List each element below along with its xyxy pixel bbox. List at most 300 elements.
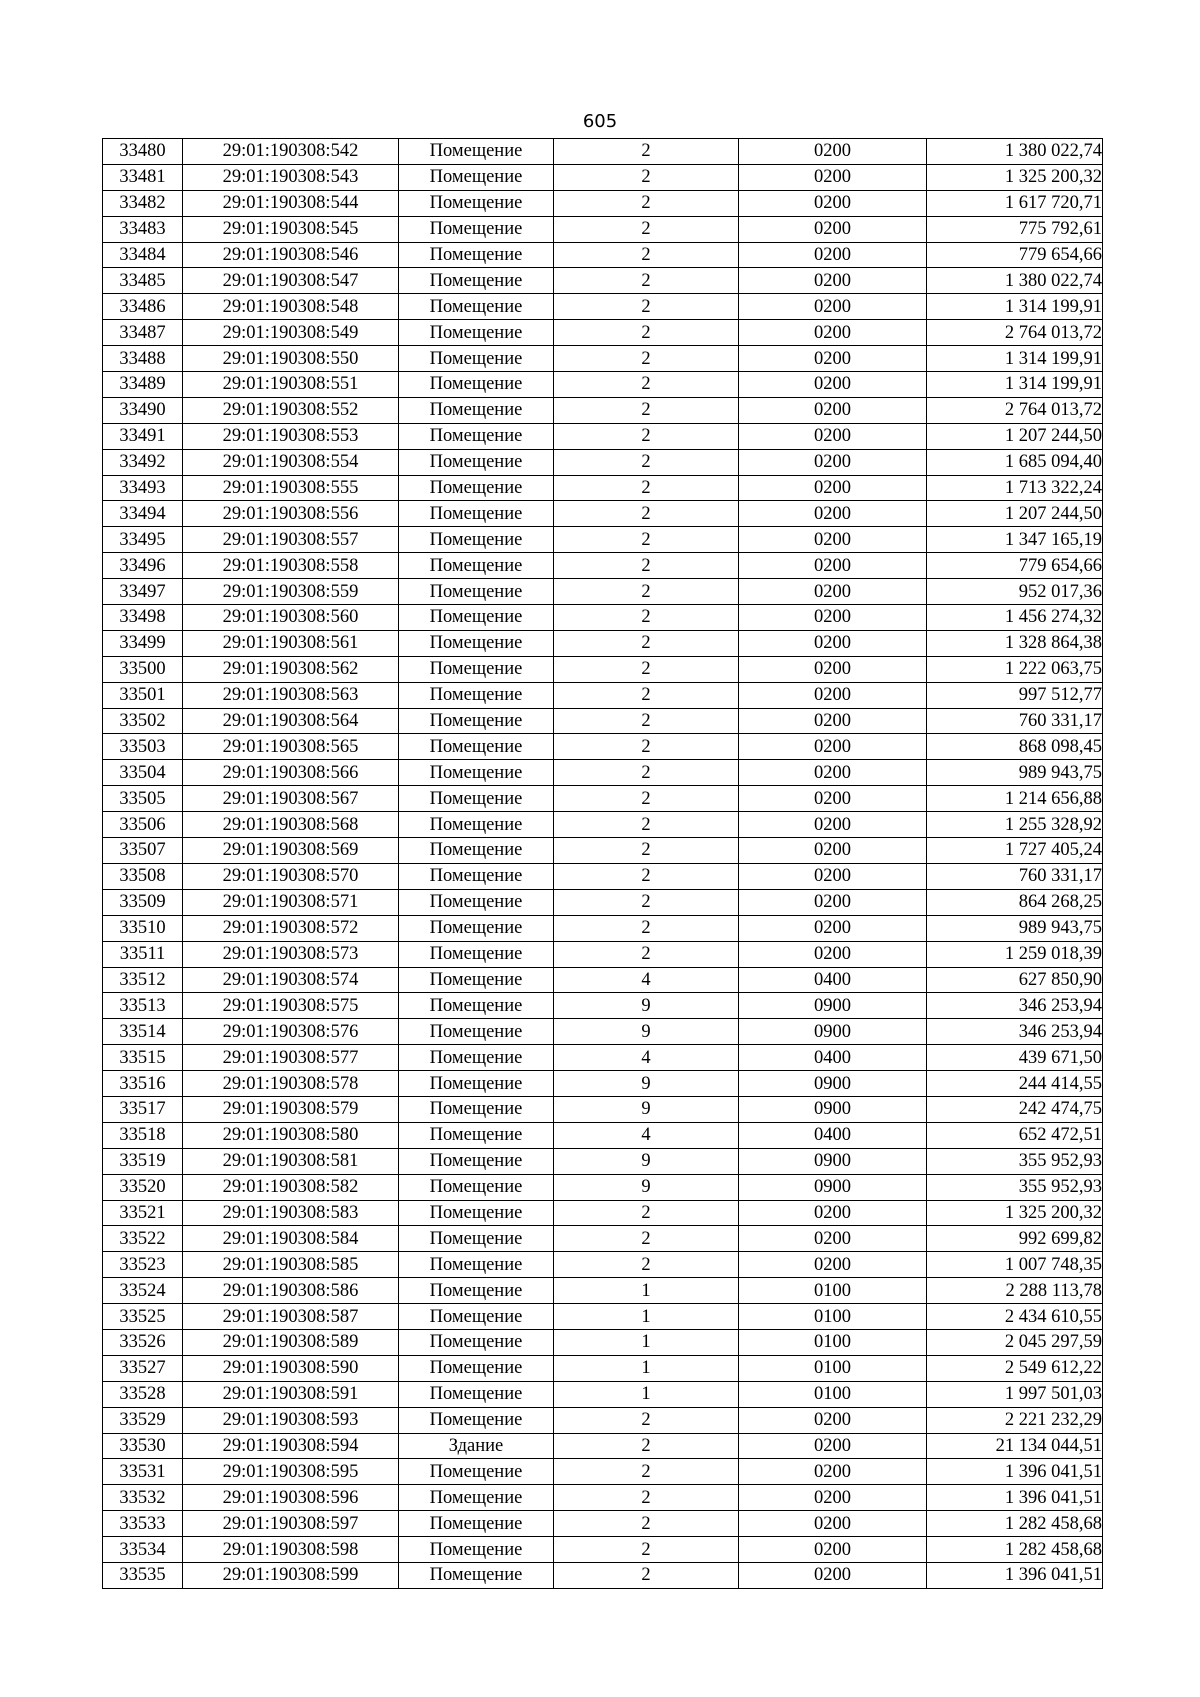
cadastral-number-cell: 29:01:190308:597	[183, 1511, 399, 1537]
object-type-cell: Помещение	[399, 216, 554, 242]
group-cell: 2	[554, 889, 739, 915]
cadastral-value-cell: 2 549 612,22	[927, 1355, 1103, 1381]
object-type-cell: Помещение	[399, 1355, 554, 1381]
row-number-cell: 33533	[103, 1511, 183, 1537]
table-row	[103, 527, 1103, 553]
table-row	[103, 889, 1103, 915]
cadastral-value-cell: 868 098,45	[927, 734, 1103, 760]
cadastral-value-cell: 2 288 113,78	[927, 1278, 1103, 1304]
row-number-cell: 33487	[103, 320, 183, 346]
cadastral-value-cell: 1 255 328,92	[927, 812, 1103, 838]
object-type-cell: Помещение	[399, 1278, 554, 1304]
cadastral-value-cell: 2 045 297,59	[927, 1329, 1103, 1355]
code-cell: 0200	[739, 553, 927, 579]
group-cell: 2	[554, 1407, 739, 1433]
code-cell: 0200	[739, 1226, 927, 1252]
group-cell: 4	[554, 1122, 739, 1148]
row-number-cell: 33506	[103, 812, 183, 838]
cadastral-value-cell: 1 456 274,32	[927, 605, 1103, 631]
code-cell: 0100	[739, 1304, 927, 1330]
cadastral-value-cell: 1 214 656,88	[927, 786, 1103, 812]
cadastral-number-cell: 29:01:190308:561	[183, 630, 399, 656]
cadastral-value-cell: 760 331,17	[927, 708, 1103, 734]
row-number-cell: 33482	[103, 190, 183, 216]
code-cell: 0200	[739, 889, 927, 915]
object-type-cell: Помещение	[399, 1329, 554, 1355]
table-row	[103, 941, 1103, 967]
table-row	[103, 605, 1103, 631]
code-cell: 0100	[739, 1278, 927, 1304]
table-row	[103, 1381, 1103, 1407]
code-cell: 0200	[739, 760, 927, 786]
cadastral-number-cell: 29:01:190308:577	[183, 1045, 399, 1071]
cadastral-number-cell: 29:01:190308:591	[183, 1381, 399, 1407]
object-type-cell: Помещение	[399, 1174, 554, 1200]
cadastral-value-cell: 989 943,75	[927, 760, 1103, 786]
row-number-cell: 33498	[103, 605, 183, 631]
row-number-cell: 33481	[103, 164, 183, 190]
cadastral-number-cell: 29:01:190308:586	[183, 1278, 399, 1304]
cadastral-value-cell: 1 396 041,51	[927, 1562, 1103, 1588]
group-cell: 1	[554, 1381, 739, 1407]
code-cell: 0200	[739, 527, 927, 553]
cadastral-number-cell: 29:01:190308:581	[183, 1148, 399, 1174]
row-number-cell: 33520	[103, 1174, 183, 1200]
object-type-cell: Помещение	[399, 734, 554, 760]
object-type-cell: Помещение	[399, 941, 554, 967]
group-cell: 1	[554, 1355, 739, 1381]
cadastral-number-cell: 29:01:190308:564	[183, 708, 399, 734]
object-type-cell: Помещение	[399, 605, 554, 631]
table-row	[103, 475, 1103, 501]
table-row	[103, 1304, 1103, 1330]
group-cell: 2	[554, 320, 739, 346]
cadastral-value-cell: 1 282 458,68	[927, 1511, 1103, 1537]
table-row	[103, 1226, 1103, 1252]
cadastral-value-cell: 1 997 501,03	[927, 1381, 1103, 1407]
cadastral-value-cell: 864 268,25	[927, 889, 1103, 915]
code-cell: 0200	[739, 1537, 927, 1563]
code-cell: 0200	[739, 475, 927, 501]
object-type-cell: Помещение	[399, 501, 554, 527]
group-cell: 9	[554, 1096, 739, 1122]
cadastral-number-cell: 29:01:190308:555	[183, 475, 399, 501]
object-type-cell: Помещение	[399, 656, 554, 682]
cadastral-value-cell: 997 512,77	[927, 682, 1103, 708]
code-cell: 0200	[739, 682, 927, 708]
code-cell: 0200	[739, 1562, 927, 1588]
cadastral-number-cell: 29:01:190308:587	[183, 1304, 399, 1330]
row-number-cell: 33526	[103, 1329, 183, 1355]
object-type-cell: Помещение	[399, 1459, 554, 1485]
cadastral-number-cell: 29:01:190308:575	[183, 993, 399, 1019]
object-type-cell: Помещение	[399, 449, 554, 475]
row-number-cell: 33494	[103, 501, 183, 527]
cadastral-number-cell: 29:01:190308:563	[183, 682, 399, 708]
row-number-cell: 33501	[103, 682, 183, 708]
cadastral-value-cell: 355 952,93	[927, 1174, 1103, 1200]
cadastral-number-cell: 29:01:190308:571	[183, 889, 399, 915]
code-cell: 0200	[739, 786, 927, 812]
table-row	[103, 1511, 1103, 1537]
code-cell: 0900	[739, 1096, 927, 1122]
row-number-cell: 33524	[103, 1278, 183, 1304]
cadastral-value-cell: 775 792,61	[927, 216, 1103, 242]
code-cell: 0200	[739, 656, 927, 682]
object-type-cell: Помещение	[399, 1381, 554, 1407]
row-number-cell: 33522	[103, 1226, 183, 1252]
cadastral-value-cell: 1 259 018,39	[927, 941, 1103, 967]
table-row	[103, 734, 1103, 760]
cadastral-number-cell: 29:01:190308:598	[183, 1537, 399, 1563]
table-row	[103, 501, 1103, 527]
cadastral-value-cell: 1 325 200,32	[927, 1200, 1103, 1226]
cadastral-value-cell: 1 685 094,40	[927, 449, 1103, 475]
cadastral-value-cell: 652 472,51	[927, 1122, 1103, 1148]
group-cell: 2	[554, 527, 739, 553]
cadastral-value-cell: 1 207 244,50	[927, 501, 1103, 527]
group-cell: 2	[554, 449, 739, 475]
group-cell: 2	[554, 190, 739, 216]
code-cell: 0900	[739, 1019, 927, 1045]
group-cell: 2	[554, 346, 739, 372]
cadastral-number-cell: 29:01:190308:556	[183, 501, 399, 527]
object-type-cell: Помещение	[399, 1226, 554, 1252]
object-type-cell: Помещение	[399, 139, 554, 165]
code-cell: 0400	[739, 1045, 927, 1071]
row-number-cell: 33517	[103, 1096, 183, 1122]
group-cell: 9	[554, 1148, 739, 1174]
group-cell: 2	[554, 682, 739, 708]
cadastral-number-cell: 29:01:190308:557	[183, 527, 399, 553]
group-cell: 2	[554, 1252, 739, 1278]
object-type-cell: Помещение	[399, 812, 554, 838]
object-type-cell: Помещение	[399, 527, 554, 553]
row-number-cell: 33480	[103, 139, 183, 165]
cadastral-value-cell: 992 699,82	[927, 1226, 1103, 1252]
row-number-cell: 33512	[103, 967, 183, 993]
cadastral-number-cell: 29:01:190308:560	[183, 605, 399, 631]
cadastral-number-cell: 29:01:190308:558	[183, 553, 399, 579]
object-type-cell: Помещение	[399, 1019, 554, 1045]
object-type-cell: Помещение	[399, 1562, 554, 1588]
group-cell: 2	[554, 1226, 739, 1252]
table-row	[103, 1329, 1103, 1355]
row-number-cell: 33492	[103, 449, 183, 475]
cadastral-value-cell: 1 007 748,35	[927, 1252, 1103, 1278]
row-number-cell: 33503	[103, 734, 183, 760]
table-row	[103, 1433, 1103, 1459]
cadastral-number-cell: 29:01:190308:554	[183, 449, 399, 475]
row-number-cell: 33507	[103, 838, 183, 864]
cadastral-value-cell: 346 253,94	[927, 1019, 1103, 1045]
object-type-cell: Помещение	[399, 242, 554, 268]
object-type-cell: Помещение	[399, 1122, 554, 1148]
cadastral-value-cell: 346 253,94	[927, 993, 1103, 1019]
cadastral-number-cell: 29:01:190308:544	[183, 190, 399, 216]
row-number-cell: 33534	[103, 1537, 183, 1563]
code-cell: 0200	[739, 579, 927, 605]
cadastral-value-cell: 1 713 322,24	[927, 475, 1103, 501]
table-row	[103, 812, 1103, 838]
group-cell: 4	[554, 967, 739, 993]
object-type-cell: Помещение	[399, 164, 554, 190]
cadastral-number-cell: 29:01:190308:562	[183, 656, 399, 682]
row-number-cell: 33483	[103, 216, 183, 242]
code-cell: 0900	[739, 1148, 927, 1174]
cadastral-value-cell: 1 347 165,19	[927, 527, 1103, 553]
row-number-cell: 33484	[103, 242, 183, 268]
code-cell: 0200	[739, 242, 927, 268]
cadastral-number-cell: 29:01:190308:599	[183, 1562, 399, 1588]
cadastral-number-cell: 29:01:190308:580	[183, 1122, 399, 1148]
row-number-cell: 33516	[103, 1071, 183, 1097]
row-number-cell: 33530	[103, 1433, 183, 1459]
group-cell: 2	[554, 1459, 739, 1485]
table-row	[103, 967, 1103, 993]
code-cell: 0900	[739, 993, 927, 1019]
code-cell: 0200	[739, 397, 927, 423]
code-cell: 0100	[739, 1329, 927, 1355]
table-row	[103, 320, 1103, 346]
row-number-cell: 33532	[103, 1485, 183, 1511]
group-cell: 9	[554, 1019, 739, 1045]
cadastral-value-cell: 2 764 013,72	[927, 397, 1103, 423]
table-row	[103, 630, 1103, 656]
cadastral-number-cell: 29:01:190308:568	[183, 812, 399, 838]
cadastral-value-cell: 1 396 041,51	[927, 1485, 1103, 1511]
code-cell: 0200	[739, 1200, 927, 1226]
row-number-cell: 33515	[103, 1045, 183, 1071]
group-cell: 2	[554, 579, 739, 605]
table-row	[103, 1200, 1103, 1226]
code-cell: 0200	[739, 190, 927, 216]
code-cell: 0400	[739, 1122, 927, 1148]
table-row	[103, 449, 1103, 475]
cadastral-number-cell: 29:01:190308:584	[183, 1226, 399, 1252]
cadastral-number-cell: 29:01:190308:565	[183, 734, 399, 760]
code-cell: 0100	[739, 1355, 927, 1381]
table-row	[103, 1562, 1103, 1588]
cadastral-value-cell: 1 207 244,50	[927, 423, 1103, 449]
cadastral-number-cell: 29:01:190308:573	[183, 941, 399, 967]
cadastral-number-cell: 29:01:190308:550	[183, 346, 399, 372]
group-cell: 9	[554, 1071, 739, 1097]
cadastral-number-cell: 29:01:190308:595	[183, 1459, 399, 1485]
row-number-cell: 33514	[103, 1019, 183, 1045]
row-number-cell: 33509	[103, 889, 183, 915]
group-cell: 2	[554, 734, 739, 760]
object-type-cell: Помещение	[399, 1096, 554, 1122]
cadastral-number-cell: 29:01:190308:574	[183, 967, 399, 993]
group-cell: 2	[554, 1537, 739, 1563]
group-cell: 2	[554, 553, 739, 579]
code-cell: 0200	[739, 605, 927, 631]
code-cell: 0200	[739, 139, 927, 165]
object-type-cell: Помещение	[399, 1407, 554, 1433]
table-row	[103, 1122, 1103, 1148]
code-cell: 0200	[739, 941, 927, 967]
table-row	[103, 190, 1103, 216]
row-number-cell: 33531	[103, 1459, 183, 1485]
code-cell: 0200	[739, 1459, 927, 1485]
table-row	[103, 1537, 1103, 1563]
table-row	[103, 216, 1103, 242]
table-row	[103, 164, 1103, 190]
cadastral-number-cell: 29:01:190308:578	[183, 1071, 399, 1097]
cadastral-value-cell: 627 850,90	[927, 967, 1103, 993]
table-row	[103, 553, 1103, 579]
code-cell: 0200	[739, 1485, 927, 1511]
code-cell: 0200	[739, 216, 927, 242]
row-number-cell: 33535	[103, 1562, 183, 1588]
object-type-cell: Здание	[399, 1433, 554, 1459]
cadastral-number-cell: 29:01:190308:583	[183, 1200, 399, 1226]
cadastral-number-cell: 29:01:190308:552	[183, 397, 399, 423]
cadastral-value-cell: 1 328 864,38	[927, 630, 1103, 656]
row-number-cell: 33513	[103, 993, 183, 1019]
table-row	[103, 1148, 1103, 1174]
group-cell: 2	[554, 863, 739, 889]
code-cell: 0200	[739, 915, 927, 941]
cadastral-value-cell: 1 314 199,91	[927, 294, 1103, 320]
object-type-cell: Помещение	[399, 475, 554, 501]
cadastral-number-cell: 29:01:190308:576	[183, 1019, 399, 1045]
table-row	[103, 1252, 1103, 1278]
code-cell: 0200	[739, 838, 927, 864]
cadastral-value-cell: 1 325 200,32	[927, 164, 1103, 190]
group-cell: 1	[554, 1329, 739, 1355]
group-cell: 2	[554, 268, 739, 294]
row-number-cell: 33510	[103, 915, 183, 941]
group-cell: 2	[554, 786, 739, 812]
row-number-cell: 33527	[103, 1355, 183, 1381]
row-number-cell: 33502	[103, 708, 183, 734]
row-number-cell: 33523	[103, 1252, 183, 1278]
table-row	[103, 1071, 1103, 1097]
cadastral-number-cell: 29:01:190308:546	[183, 242, 399, 268]
table-row	[103, 1278, 1103, 1304]
row-number-cell: 33497	[103, 579, 183, 605]
code-cell: 0200	[739, 449, 927, 475]
table-row	[103, 397, 1103, 423]
object-type-cell: Помещение	[399, 1252, 554, 1278]
cadastral-number-cell: 29:01:190308:590	[183, 1355, 399, 1381]
object-type-cell: Помещение	[399, 786, 554, 812]
row-number-cell: 33528	[103, 1381, 183, 1407]
row-number-cell: 33490	[103, 397, 183, 423]
group-cell: 9	[554, 1174, 739, 1200]
row-number-cell: 33519	[103, 1148, 183, 1174]
cadastral-number-cell: 29:01:190308:551	[183, 372, 399, 398]
table-row	[103, 1407, 1103, 1433]
row-number-cell: 33504	[103, 760, 183, 786]
table-row	[103, 423, 1103, 449]
group-cell: 2	[554, 1562, 739, 1588]
group-cell: 2	[554, 216, 739, 242]
group-cell: 2	[554, 630, 739, 656]
table-row	[103, 1459, 1103, 1485]
registry-table	[102, 138, 1103, 1589]
object-type-cell: Помещение	[399, 1511, 554, 1537]
row-number-cell: 33518	[103, 1122, 183, 1148]
code-cell: 0200	[739, 501, 927, 527]
cadastral-number-cell: 29:01:190308:542	[183, 139, 399, 165]
cadastral-number-cell: 29:01:190308:585	[183, 1252, 399, 1278]
cadastral-value-cell: 2 764 013,72	[927, 320, 1103, 346]
group-cell: 2	[554, 605, 739, 631]
group-cell: 2	[554, 708, 739, 734]
code-cell: 0200	[739, 1433, 927, 1459]
table-row	[103, 708, 1103, 734]
group-cell: 2	[554, 941, 739, 967]
object-type-cell: Помещение	[399, 346, 554, 372]
group-cell: 2	[554, 838, 739, 864]
object-type-cell: Помещение	[399, 1045, 554, 1071]
table-row	[103, 268, 1103, 294]
cadastral-value-cell: 355 952,93	[927, 1148, 1103, 1174]
cadastral-value-cell: 779 654,66	[927, 242, 1103, 268]
code-cell: 0200	[739, 320, 927, 346]
row-number-cell: 33500	[103, 656, 183, 682]
row-number-cell: 33496	[103, 553, 183, 579]
cadastral-value-cell: 952 017,36	[927, 579, 1103, 605]
group-cell: 2	[554, 139, 739, 165]
table-row	[103, 294, 1103, 320]
group-cell: 2	[554, 372, 739, 398]
cadastral-number-cell: 29:01:190308:596	[183, 1485, 399, 1511]
group-cell: 2	[554, 242, 739, 268]
object-type-cell: Помещение	[399, 760, 554, 786]
table-row	[103, 372, 1103, 398]
cadastral-number-cell: 29:01:190308:572	[183, 915, 399, 941]
object-type-cell: Помещение	[399, 889, 554, 915]
cadastral-number-cell: 29:01:190308:582	[183, 1174, 399, 1200]
cadastral-value-cell: 1 222 063,75	[927, 656, 1103, 682]
object-type-cell: Помещение	[399, 1304, 554, 1330]
table-row	[103, 579, 1103, 605]
table-row	[103, 682, 1103, 708]
group-cell: 2	[554, 397, 739, 423]
cadastral-number-cell: 29:01:190308:567	[183, 786, 399, 812]
object-type-cell: Помещение	[399, 682, 554, 708]
cadastral-value-cell: 760 331,17	[927, 863, 1103, 889]
cadastral-value-cell: 2 434 610,55	[927, 1304, 1103, 1330]
cadastral-value-cell: 1 396 041,51	[927, 1459, 1103, 1485]
cadastral-value-cell: 1 727 405,24	[927, 838, 1103, 864]
cadastral-number-cell: 29:01:190308:589	[183, 1329, 399, 1355]
object-type-cell: Помещение	[399, 1071, 554, 1097]
code-cell: 0200	[739, 812, 927, 838]
object-type-cell: Помещение	[399, 397, 554, 423]
row-number-cell: 33511	[103, 941, 183, 967]
row-number-cell: 33488	[103, 346, 183, 372]
code-cell: 0200	[739, 1407, 927, 1433]
cadastral-value-cell: 439 671,50	[927, 1045, 1103, 1071]
row-number-cell: 33495	[103, 527, 183, 553]
object-type-cell: Помещение	[399, 915, 554, 941]
group-cell: 2	[554, 164, 739, 190]
object-type-cell: Помещение	[399, 1537, 554, 1563]
group-cell: 2	[554, 1433, 739, 1459]
cadastral-value-cell: 779 654,66	[927, 553, 1103, 579]
table-row	[103, 760, 1103, 786]
group-cell: 1	[554, 1304, 739, 1330]
row-number-cell: 33491	[103, 423, 183, 449]
group-cell: 2	[554, 1511, 739, 1537]
code-cell: 0200	[739, 863, 927, 889]
group-cell: 2	[554, 760, 739, 786]
